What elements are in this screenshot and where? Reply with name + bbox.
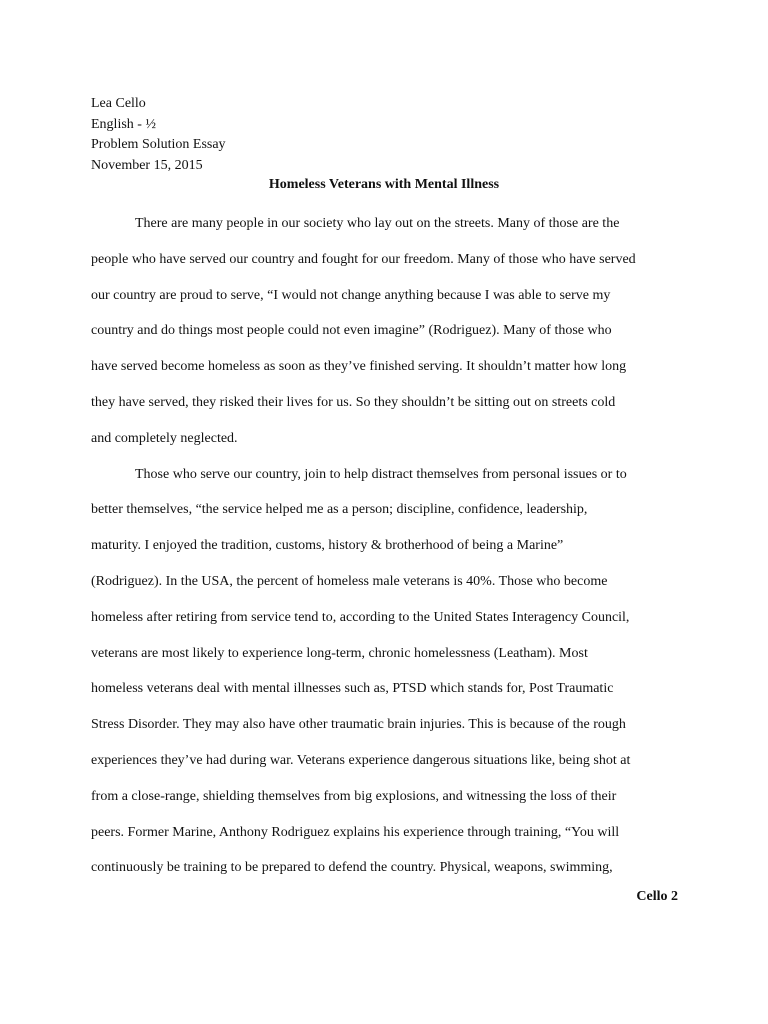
author-name: Lea Cello	[91, 96, 146, 111]
paragraph-2-line-4: (Rodriguez). In the USA, the percent of homeless male veterans is 40%. Those who become	[91, 573, 608, 589]
paragraph-2-line-2: better themselves, “the service helped me as a person; discipline, confidence, leadership,	[91, 502, 588, 518]
essay-body	[91, 206, 687, 886]
paragraph-2-line-6: veterans are most likely to experience long-term, chronic homelessness (Leatham). Most	[91, 645, 588, 661]
paragraph-1-line-1: There are many people in our society who lay out on the streets. Many of those are the	[135, 216, 620, 231]
paragraph-1-line-2: people who have served our country and fought for our freedom. Many of those who have served	[91, 251, 636, 267]
paragraph-2-line-11: peers. Former Marine, Anthony Rodriguez explains his experience through training, “You will	[91, 824, 620, 840]
paragraph-2-line-10: from a close-range, shielding themselves from big explosions, and witnessing the loss of their	[91, 788, 617, 804]
paragraph-2-line-7: homeless veterans deal with mental illnesses such as, PTSD which stands for, Post Traumatic	[91, 681, 614, 697]
paragraph-2-line-8: Stress Disorder. They may also have other traumatic brain injuries. This is because of the rough	[91, 717, 626, 733]
paragraph-2-line-5: homeless after retiring from service tend to, according to the United States Interagency Council,	[91, 609, 630, 625]
assignment-name: Problem Solution Essay	[91, 137, 226, 152]
paragraph-2-line-3: maturity. I enjoyed the tradition, customs, history & brotherhood of being a Marine”	[91, 538, 564, 554]
paragraph-1-line-6: they have served, they risked their lives for us. So they shouldn’t be sitting out on streets cold	[91, 394, 616, 410]
page-header-label: Cello 2	[636, 889, 678, 904]
paragraph-1-line-3: our country are proud to serve, “I would not change anything because I was able to serve my	[91, 287, 611, 303]
essay-title: Homeless Veterans with Mental Illness	[268, 177, 500, 192]
paragraph-2-line-9: experiences they’ve had during war. Veterans experience dangerous situations like, being shot at	[91, 752, 631, 768]
paragraph-1-line-5: have served become homeless as soon as they’ve finished serving. It shouldn’t matter how long	[91, 359, 627, 375]
essay-date: November 15, 2015	[91, 157, 203, 173]
paragraph-2-line-12: continuously be training to be prepared to defend the country. Physical, weapons, swimming,	[91, 860, 613, 876]
course-name: English - ½	[91, 116, 156, 132]
paragraph-1-line-7: and completely neglected.	[91, 430, 238, 446]
essay-header	[91, 94, 226, 176]
paragraph-1-line-4: country and do things most people could not even imagine” (Rodriguez). Many of those who	[91, 323, 612, 339]
paragraph-2-line-1: Those who serve our country, join to help distract themselves from personal issues or to	[135, 466, 627, 482]
